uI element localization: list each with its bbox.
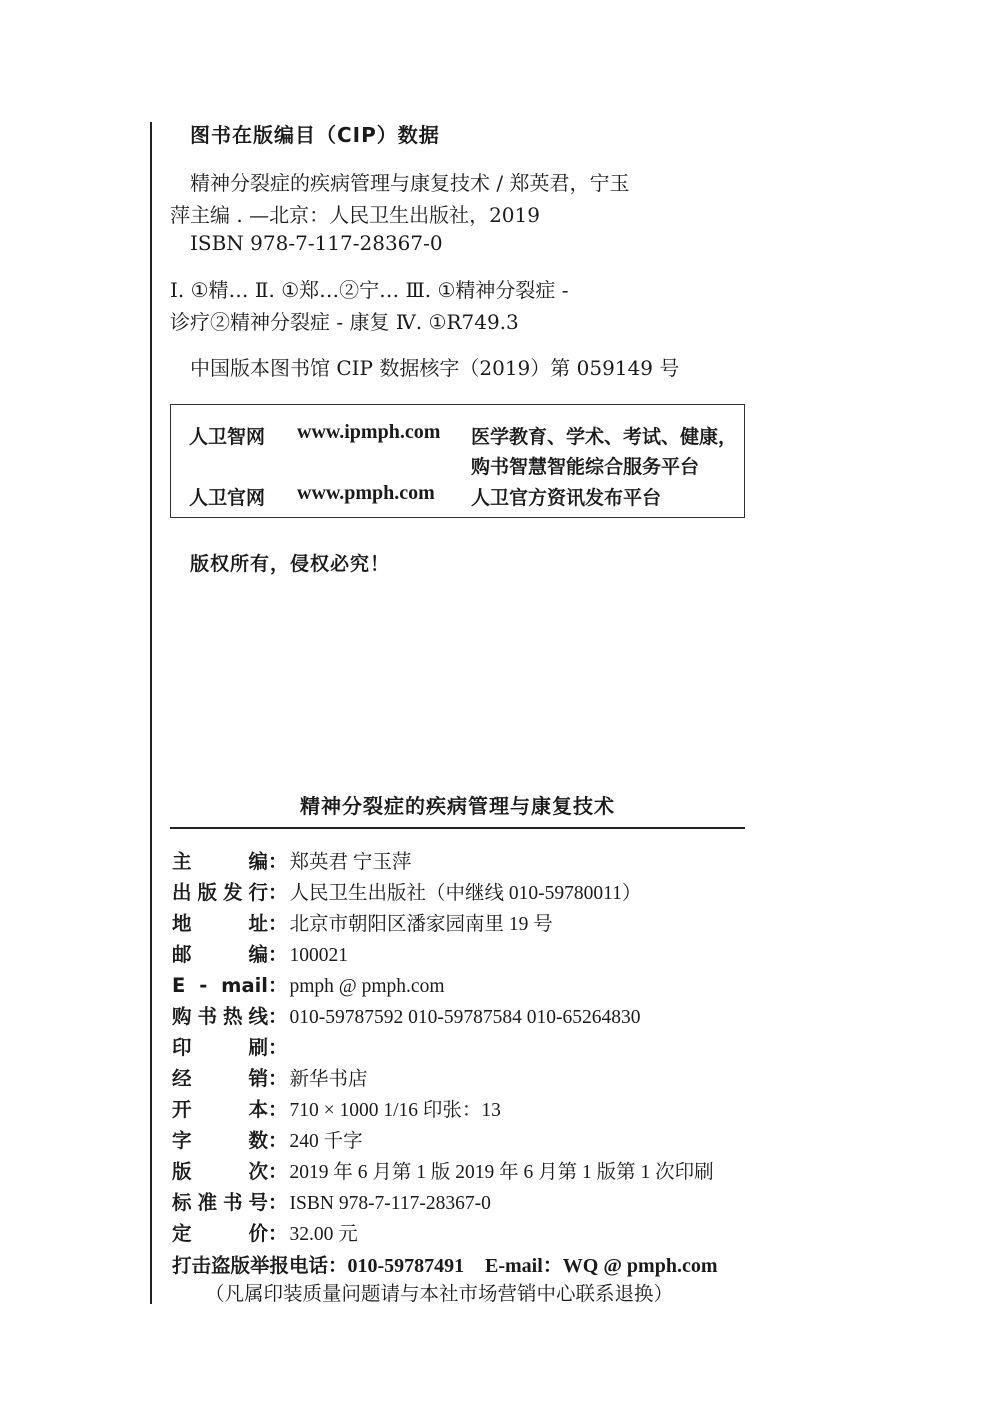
antipiracy-phone: 010-59787491 — [347, 1255, 465, 1277]
website-url-pmph[interactable]: www.pmph.com — [297, 482, 435, 504]
info-value: 710 × 1000 1/16 印张：13 — [289, 1100, 501, 1121]
website-desc-ipmph-1: 医学教育、学术、考试、健康， — [471, 426, 738, 448]
cip-classification-1: Ⅰ. ①精… Ⅱ. ①郑…②宁… Ⅲ. ①精神分裂症 - — [170, 278, 569, 302]
info-row-distributor: 经销： 新华书店 — [172, 1063, 368, 1091]
cip-library-number: 中国版本图书馆 CIP 数据核字（2019）第 059149 号 — [190, 356, 680, 380]
info-value: 100021 — [289, 945, 349, 966]
info-row-printer: 印刷： — [172, 1032, 290, 1060]
info-value: 新华书店 — [289, 1069, 368, 1090]
cip-classification-2: 诊疗②精神分裂症 - 康复 Ⅳ. ①R749.3 — [170, 310, 519, 334]
info-key: 印刷 — [172, 1036, 268, 1059]
cip-line-1: 精神分裂症的疾病管理与康复技术 / 郑英君，宁玉 — [190, 171, 630, 195]
info-key: 主编 — [172, 850, 268, 873]
info-key: 版次 — [172, 1160, 268, 1183]
info-row-hotline: 购书热线： 010-59787592 010-59787584 010-65264830 — [172, 1001, 641, 1029]
info-value: pmph @ pmph.com — [289, 976, 445, 997]
info-value: 010-59787592 010-59787584 010-65264830 — [289, 1007, 641, 1028]
margin-rule — [150, 122, 152, 1304]
info-value: 240 千字 — [289, 1131, 363, 1152]
info-row-word-count: 字数： 240 千字 — [172, 1125, 363, 1153]
antipiracy-email[interactable]: WQ @ pmph.com — [562, 1255, 718, 1277]
info-key: 标准书号 — [172, 1191, 268, 1214]
info-row-edition: 版次： 2019 年 6 月第 1 版 2019 年 6 月第 1 版第 1 次印刷 — [172, 1156, 714, 1184]
cip-line-2: 萍主编 . —北京：人民卫生出版社，2019 — [170, 203, 540, 227]
info-key: 购书热线 — [172, 1005, 268, 1028]
info-key: 定价 — [172, 1222, 268, 1245]
website-desc-pmph: 人卫官方资讯发布平台 — [471, 487, 662, 509]
title-rule — [170, 827, 745, 829]
website-box — [170, 404, 745, 518]
info-row-isbn: 标准书号： ISBN 978-7-117-28367-0 — [172, 1187, 491, 1215]
antipiracy-line — [172, 1249, 718, 1278]
info-value: 2019 年 6 月第 1 版 2019 年 6 月第 1 版第 1 次印刷 — [289, 1162, 714, 1183]
info-key: 地址 — [172, 912, 268, 935]
info-row-publisher: 出版发行： 人民卫生出版社（中继线 010-59780011） — [172, 877, 641, 905]
info-key: 开本 — [172, 1098, 268, 1121]
info-value: 郑英君 宁玉萍 — [289, 852, 412, 873]
cip-isbn: ISBN 978-7-117-28367-0 — [190, 231, 443, 255]
cip-heading: 图书在版编目（CIP）数据 — [190, 123, 440, 147]
info-row-format: 开本： 710 × 1000 1/16 印张：13 — [172, 1094, 501, 1122]
antipiracy-label: 打击盗版举报电话： — [172, 1254, 348, 1277]
info-key: 经销 — [172, 1067, 268, 1090]
info-row-postcode: 邮编： 100021 — [172, 939, 348, 967]
antipiracy-email-label: E-mail： — [484, 1255, 563, 1277]
info-row-price: 定价： 32.00 元 — [172, 1218, 358, 1246]
info-key: 字数 — [172, 1129, 268, 1152]
return-note: （凡属印装质量问题请与本社市场营销中心联系退换） — [205, 1282, 674, 1305]
info-value: ISBN 978-7-117-28367-0 — [289, 1193, 491, 1214]
website-label-ipmph: 人卫智网 — [189, 426, 266, 448]
copyright-notice: 版权所有，侵权必究！ — [190, 553, 391, 575]
info-row-address: 地址： 北京市朝阳区潘家园南里 19 号 — [172, 908, 553, 936]
website-url-ipmph[interactable]: www.ipmph.com — [297, 421, 441, 443]
website-desc-ipmph-2: 购书智慧智能综合服务平台 — [471, 456, 700, 478]
info-value: 32.00 元 — [289, 1224, 358, 1245]
info-value: 人民卫生出版社（中继线 010-59780011） — [289, 883, 642, 904]
info-row-email: E - mail： pmph @ pmph.com — [172, 974, 445, 997]
info-row-editor: 主编： 郑英君 宁玉萍 — [172, 846, 411, 874]
website-label-pmph: 人卫官网 — [189, 487, 266, 509]
book-title: 精神分裂症的疾病管理与康复技术 — [300, 794, 615, 818]
info-key: 邮编 — [172, 943, 268, 966]
info-key: E - mail — [172, 974, 268, 997]
info-key: 出版发行 — [172, 881, 268, 904]
info-value: 北京市朝阳区潘家园南里 19 号 — [289, 914, 553, 935]
